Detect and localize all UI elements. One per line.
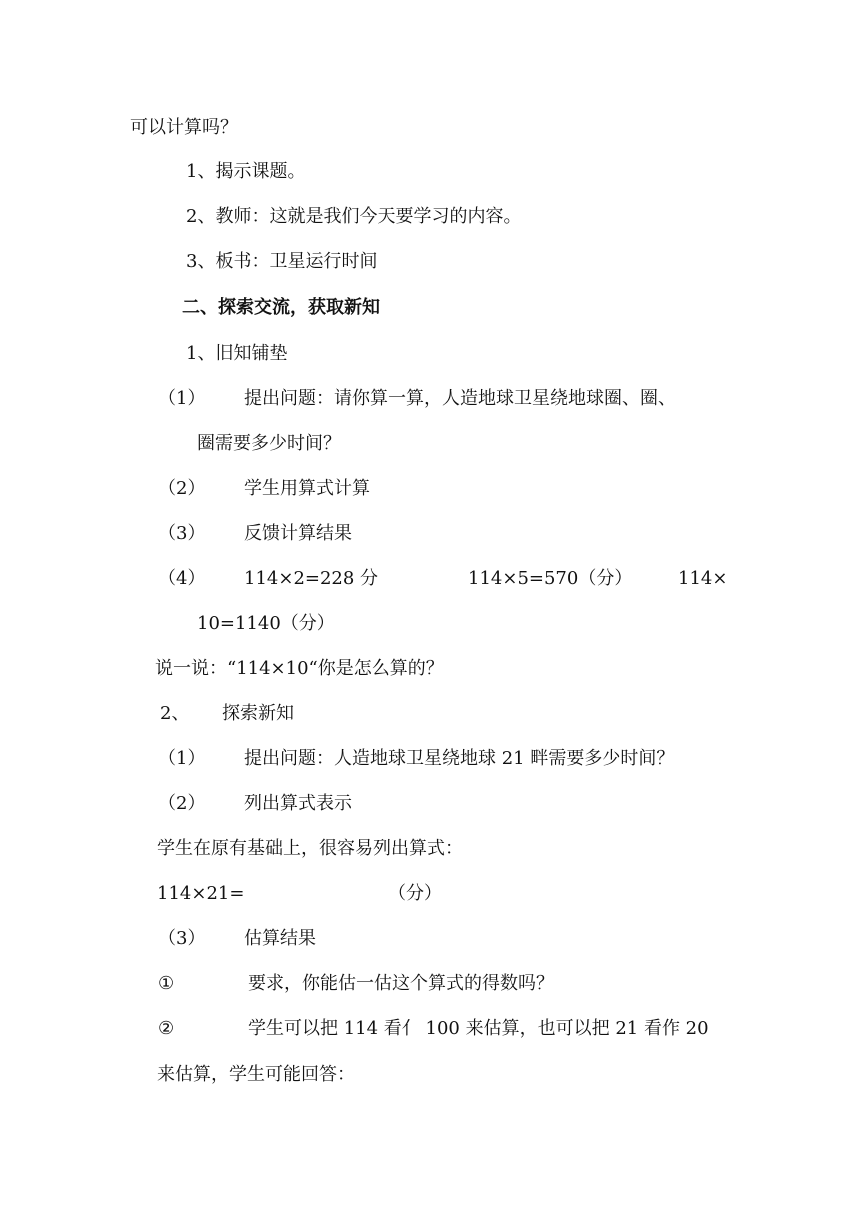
item-number: （2）	[158, 478, 206, 499]
equation-unit: （分）	[388, 883, 442, 904]
section-heading: 二、探索交流，获取新知	[182, 297, 380, 318]
text-line: 3、板书：卫星运行时间	[186, 251, 378, 272]
text-line: 要求，你能估一估这个算式的得数吗？	[248, 973, 554, 994]
text-line: 提出问题：人造地球卫星绕地球 21 畔需要多少时间？	[244, 748, 675, 769]
text-line: 学生可以把 114 看亻 100 来估算，也可以把 21 看作 20	[248, 1018, 709, 1039]
text-line: 说一说：“114×10“你是怎么算的？	[155, 658, 444, 679]
text-line: 来估算，学生可能回答：	[157, 1064, 355, 1085]
text-line: 圈需要多少时间？	[197, 433, 341, 454]
item-number: （4）	[158, 568, 206, 589]
text-line: 估算结果	[244, 928, 316, 949]
circled-number: ①	[158, 973, 175, 994]
text-line: 列出算式表示	[244, 793, 352, 814]
equation: 114×	[678, 568, 728, 589]
text-line: 学生在原有基础上，很容易列出算式：	[157, 838, 463, 859]
item-number: （2）	[158, 793, 206, 814]
subsection-heading: 探索新知	[222, 703, 294, 724]
subsection-number: 2、	[160, 703, 190, 724]
equation: 114×21=	[157, 883, 245, 904]
text-line: 反馈计算结果	[244, 523, 352, 544]
subsection-heading: 1、旧知铺垫	[186, 343, 288, 364]
equation: 114×2=228 分	[244, 568, 379, 589]
text-line: 2、教师：这就是我们今天要学习的内容。	[186, 206, 522, 227]
text-line: 学生用算式计算	[244, 478, 370, 499]
text-line: 1、揭示课题。	[186, 161, 306, 182]
circled-number: ②	[158, 1018, 175, 1039]
item-number: （1）	[158, 748, 206, 769]
item-number: （1）	[158, 388, 206, 409]
text-line: 提出问题：请你算一算，人造地球卫星绕地球圈、圈、	[244, 388, 676, 409]
text-line: 可以计算吗？	[130, 117, 238, 138]
item-number: （3）	[158, 928, 206, 949]
equation: 114×5=570（分）	[468, 568, 633, 589]
equation: 10=1140（分）	[197, 613, 335, 634]
item-number: （3）	[158, 523, 206, 544]
